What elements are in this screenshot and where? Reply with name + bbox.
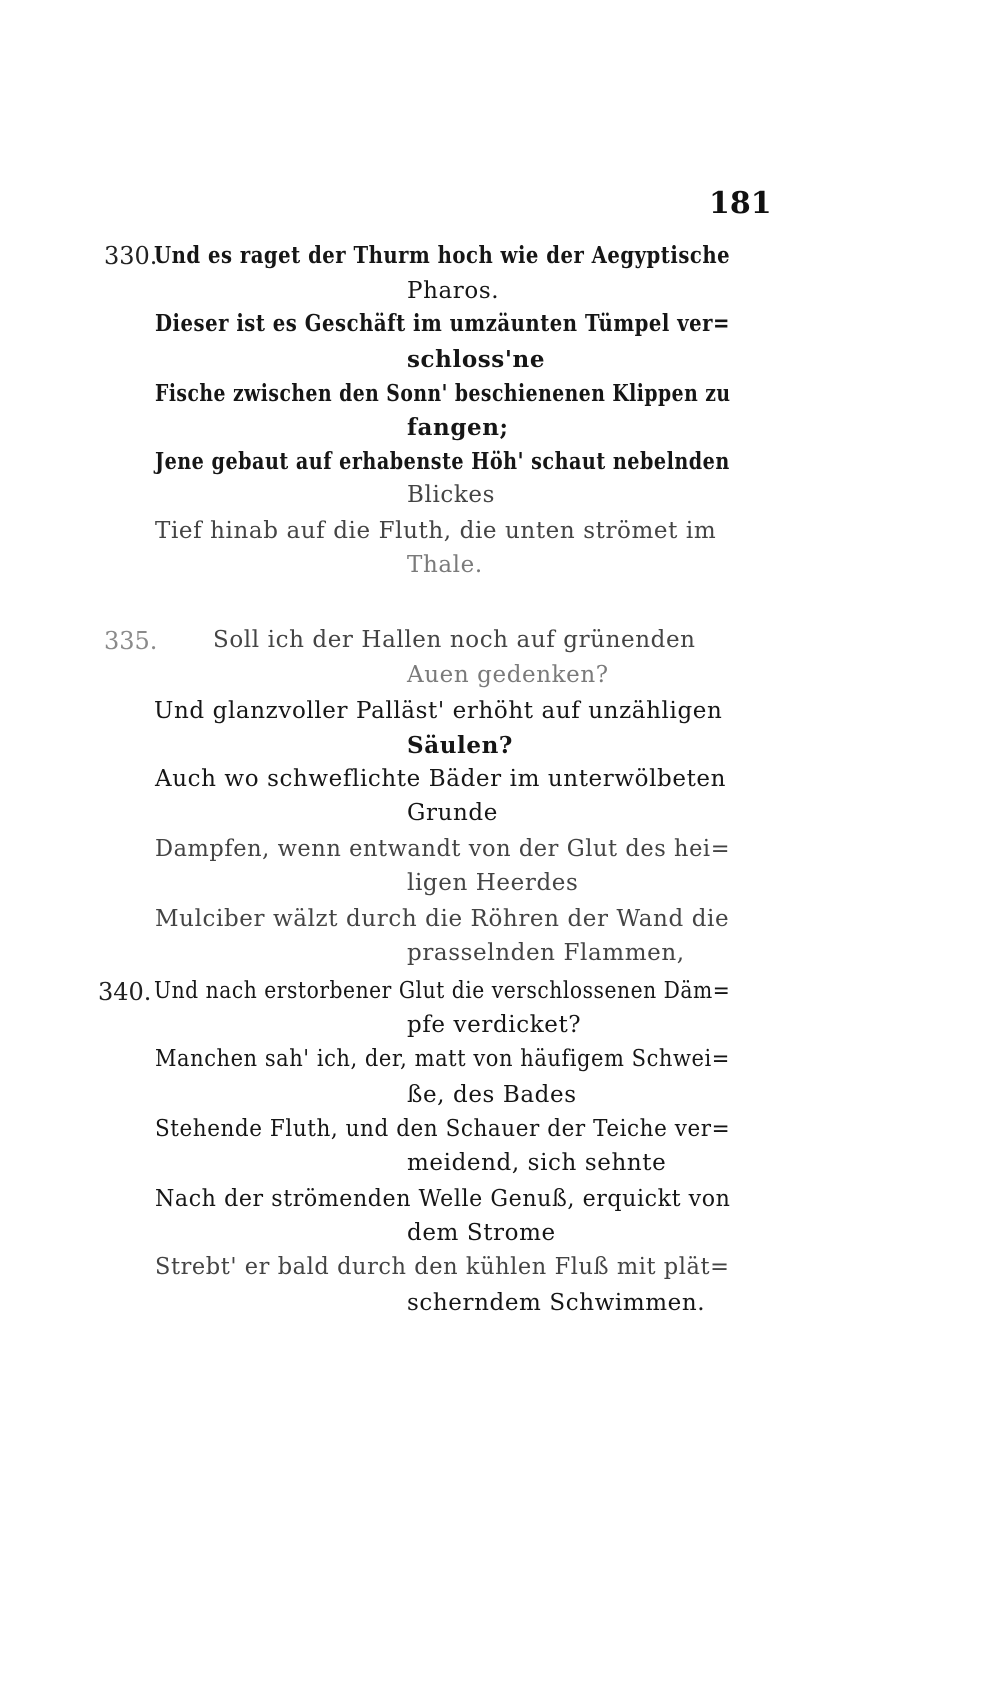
verse-number-335: 335. [104,627,158,655]
text-line: Dampfen, wenn entwandt von der Glut des hei= [155,836,731,862]
text-line: Blickes [407,482,496,508]
text-line: Und nach erstorbener Glut die verschlossenen Däm= [154,978,731,1004]
text-line: schloss'ne [407,346,546,373]
text-line: dem Strome [407,1220,556,1246]
text-line: Mulciber wälzt durch die Röhren der Wand die [155,906,730,932]
text-line: ße, des Bades [407,1082,577,1108]
text-line: ligen Heerdes [407,870,579,896]
text-line: Soll ich der Hallen noch auf grünenden [213,627,696,653]
text-line: Und es raget der Thurm hoch wie der Aegyptische [154,242,731,269]
text-line: Und glanzvoller Palläst' erhöht auf unzähligen [154,698,723,724]
text-line: scherndem Schwimmen. [407,1290,706,1316]
text-line: Säulen? [407,732,514,759]
verse-number-330: 330. [104,242,158,270]
verse-number-340: 340. [98,978,152,1006]
text-line: Stehende Fluth, und den Schauer der Teiche ver= [155,1116,731,1142]
text-line: Strebt' er bald durch den kühlen Fluß mit plät= [155,1254,730,1280]
text-line: Tief hinab auf die Fluth, die unten strömet im [155,518,717,544]
text-line: Manchen sah' ich, der, matt von häufigem Schwei= [155,1046,730,1072]
text-line: Grunde [407,800,498,826]
text-line: Nach der strömenden Welle Genuß, erquickt von [155,1186,731,1212]
text-line: pfe verdicket? [407,1012,582,1038]
text-line: Pharos. [407,278,500,304]
text-line: Thale. [407,552,483,578]
page-number: 181 [709,186,772,221]
text-line: Jene gebaut auf erhabenste Höh' schaut nebelnden [155,448,730,475]
text-line: meidend, sich sehnte [407,1150,667,1176]
text-line: Dieser ist es Geschäft im umzäunten Tümpel ver= [155,310,730,337]
text-line: Auen gedenken? [407,662,609,688]
text-line: Auch wo schweflichte Bäder im unterwölbeten [155,766,727,792]
text-line: fangen; [407,414,509,441]
text-line: prasselnden Flammen, [407,940,685,966]
text-line: Fische zwischen den Sonn' beschienenen Klippen zu [155,380,731,407]
